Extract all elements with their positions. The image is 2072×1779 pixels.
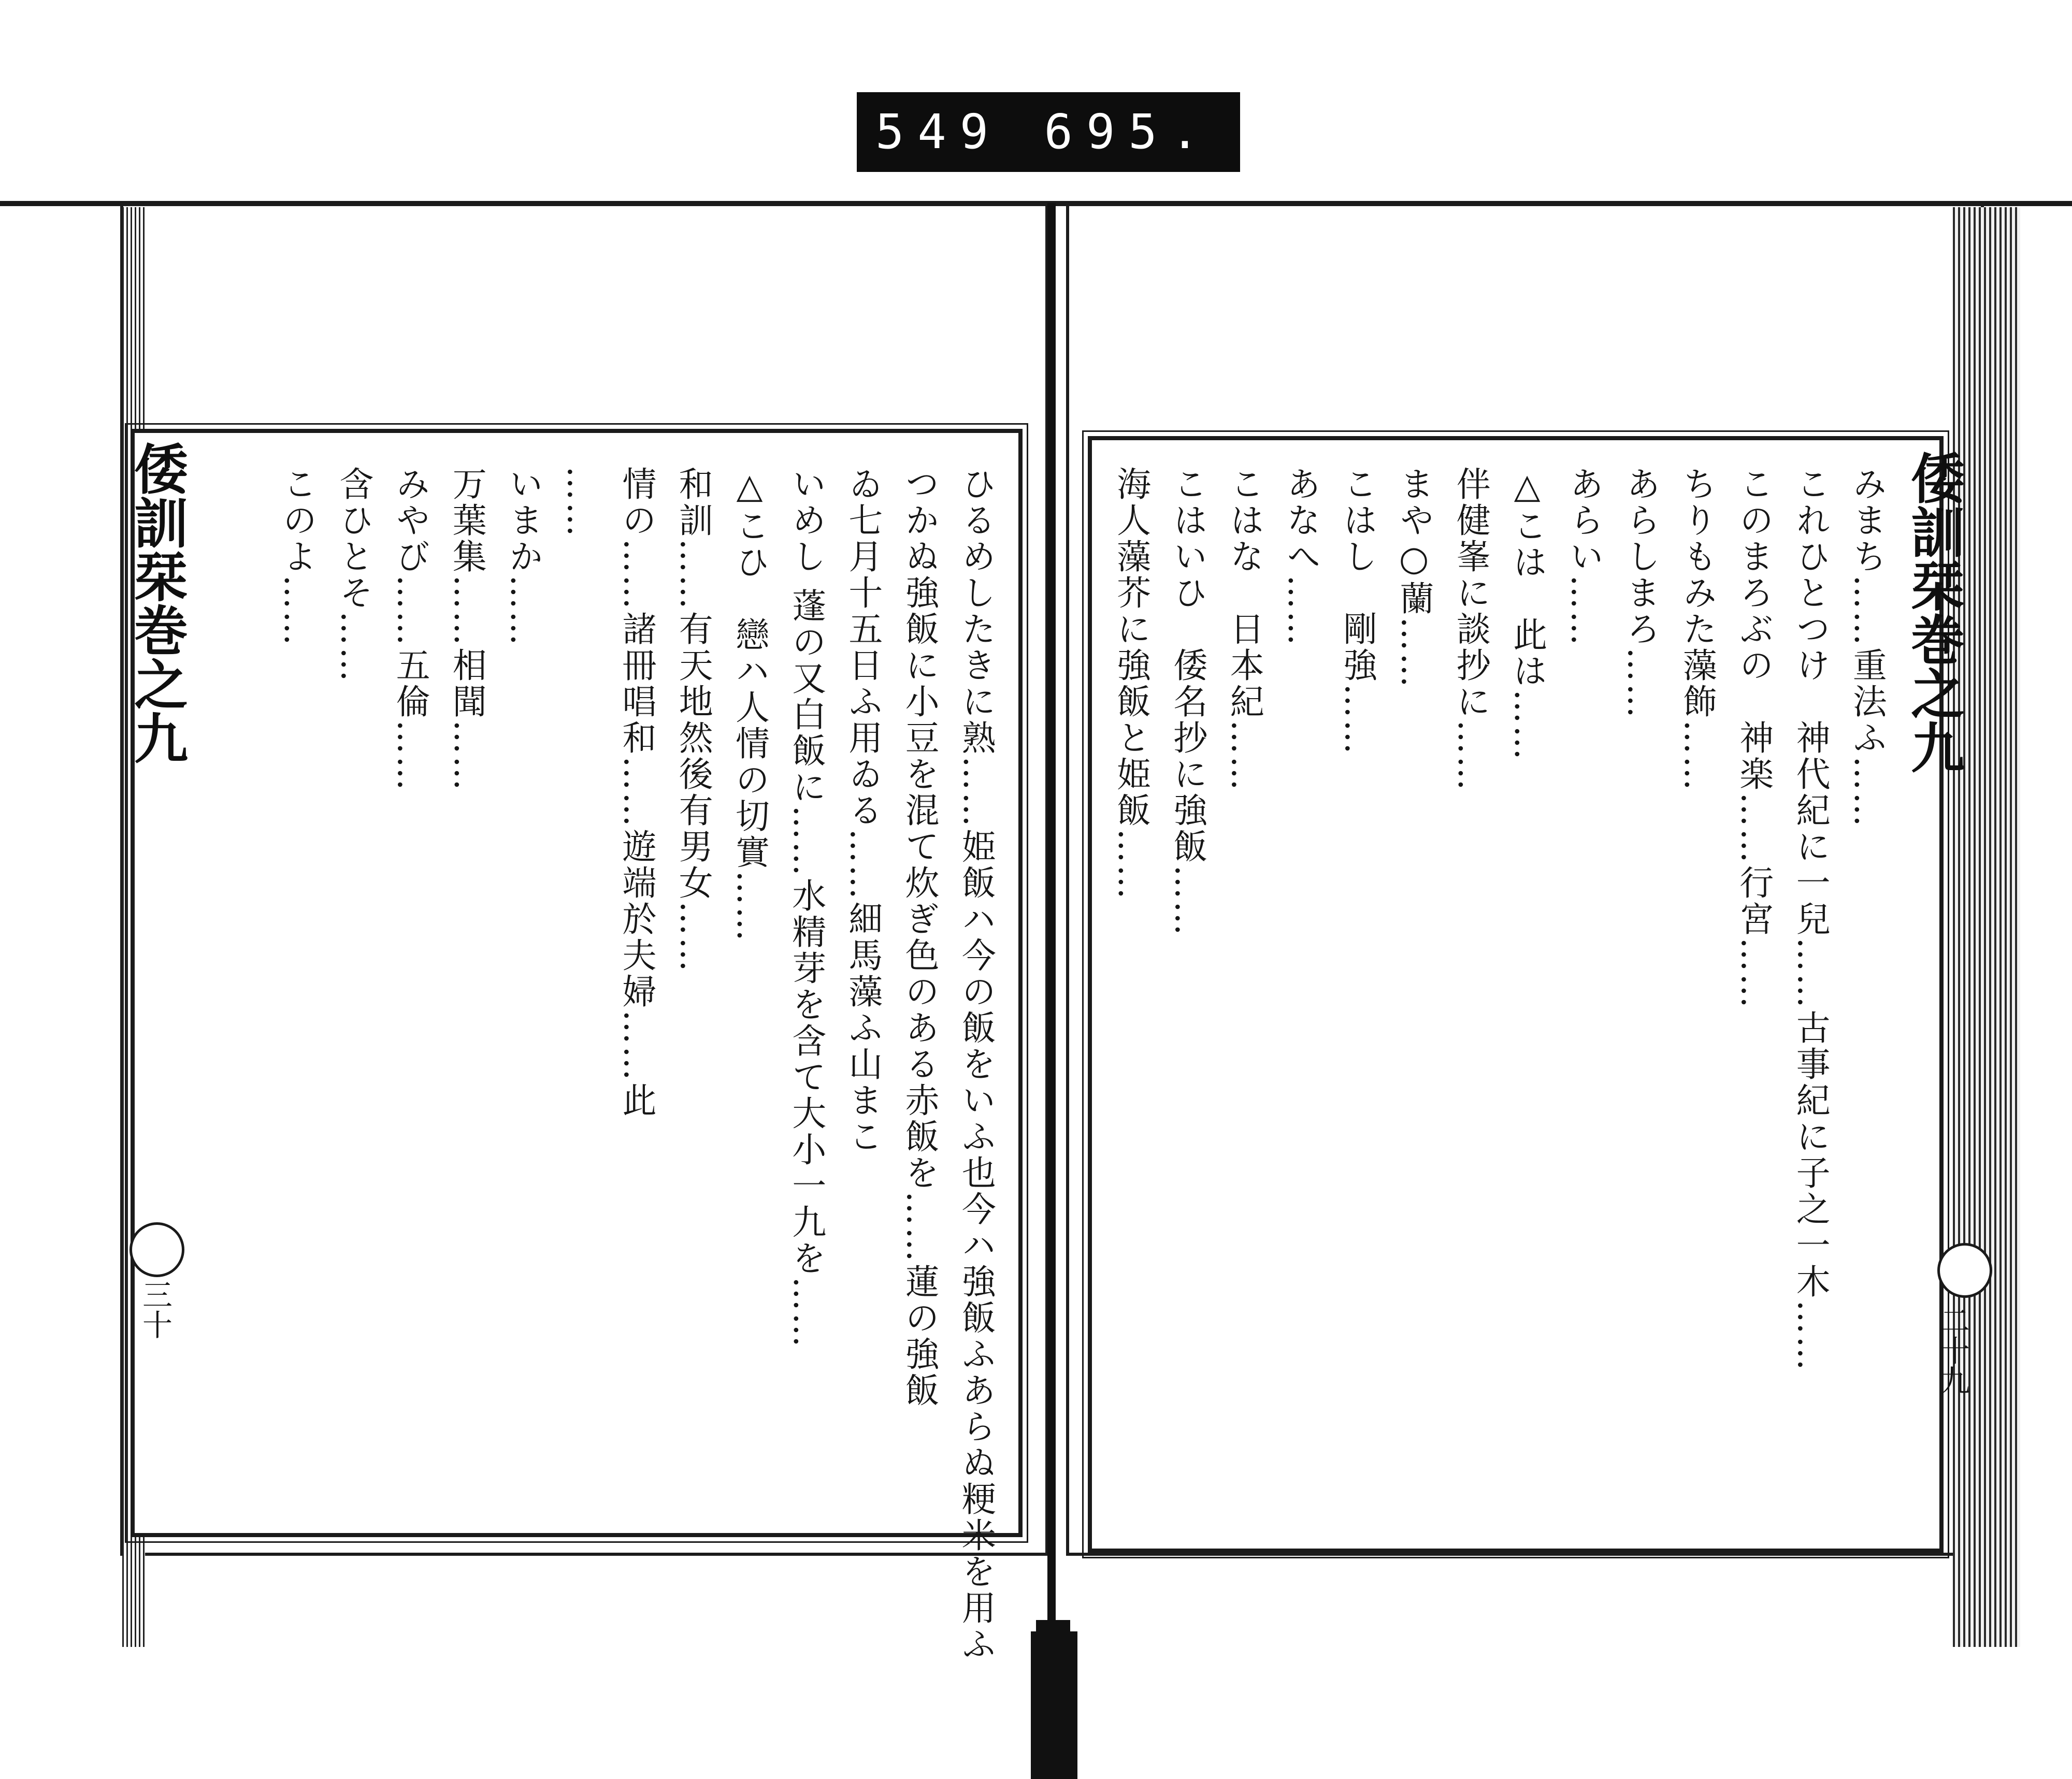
left-text-column: ゐ七月十五日ふ用ゐる……細馬藻ふ山まこ	[842, 466, 883, 1155]
left-text-column: つかぬ強飯に小豆を混て炊ぎ色のある赤飯を……蓮の強飯	[899, 466, 940, 1409]
right-text-column: ちりもみた藻飾……	[1677, 466, 1717, 792]
left-text-column: 情の……諸冊唱和……遊端於夫婦……此	[616, 466, 656, 1119]
left-text-column: いまか……	[503, 466, 543, 647]
right-folio-circle	[1937, 1243, 1992, 1298]
left-text-frame	[131, 429, 1023, 1662]
right-text-column: まや○蘭……	[1394, 466, 1434, 689]
left-text-column: 和訓……有天地然後有男女……	[673, 466, 713, 974]
right-text-column: あらしまろ……	[1620, 466, 1661, 720]
left-text-column: ひるめしたきに熟……姫飯ハ今の飯をいふ也今ハ強飯ふあらぬ粳米を用ふ	[956, 466, 996, 1662]
right-text-column: こはし 剛強……	[1337, 466, 1377, 756]
right-text-column: こはいひ 倭名抄に強飯……	[1167, 466, 1207, 937]
left-text-column: ……	[559, 466, 600, 539]
right-text-column: みまち……重法ふ……	[1847, 466, 1887, 829]
right-title-text: 倭訓栞	[1902, 451, 1965, 612]
right-text-column: 海人藻芥に強飯と姫飯……	[1111, 466, 1151, 901]
left-text-column: 万葉集……相聞……	[447, 466, 487, 792]
left-text-column: △こひ 戀ハ人情の切實……	[729, 466, 770, 943]
reel-number: 549 695.	[875, 104, 1213, 160]
right-side-title	[1902, 451, 1965, 774]
right-text-column: こはな 日本紀……	[1224, 466, 1264, 792]
book-gutter	[1047, 203, 1056, 1643]
right-text-column: △こは 此は……	[1507, 466, 1547, 762]
left-side-title	[125, 441, 189, 764]
right-text-column: このまろぶの 神楽……行宮……	[1733, 466, 1774, 1010]
left-title-text: 倭訓栞	[125, 441, 189, 603]
right-text-column: あらい……	[1563, 466, 1604, 647]
binding-clip	[1031, 1631, 1077, 1779]
left-folio-number: 三十	[137, 1279, 172, 1339]
left-folio-circle	[130, 1222, 184, 1277]
left-text-column: このよ……	[277, 466, 317, 647]
left-volume-text: 巻之九	[125, 603, 189, 764]
left-text-column: 含ひとそ……	[333, 466, 373, 684]
right-page-edges	[1953, 207, 2020, 1647]
right-text-column: これひとつけ 神代紀に一兒……古事紀に子之一木……	[1790, 466, 1831, 1372]
right-volume-text: 巻之九	[1902, 612, 1965, 774]
left-text-column: いめし 蓬の又白飯に……水精芽を含て大小一九を……	[786, 466, 826, 1349]
right-text-column: あなへ……	[1280, 466, 1321, 647]
right-folio-number: 二十九	[1935, 1305, 1970, 1395]
left-text-column: みやび……五倫……	[390, 466, 430, 792]
right-text-column: 伴健峯に談抄に……	[1450, 466, 1491, 792]
